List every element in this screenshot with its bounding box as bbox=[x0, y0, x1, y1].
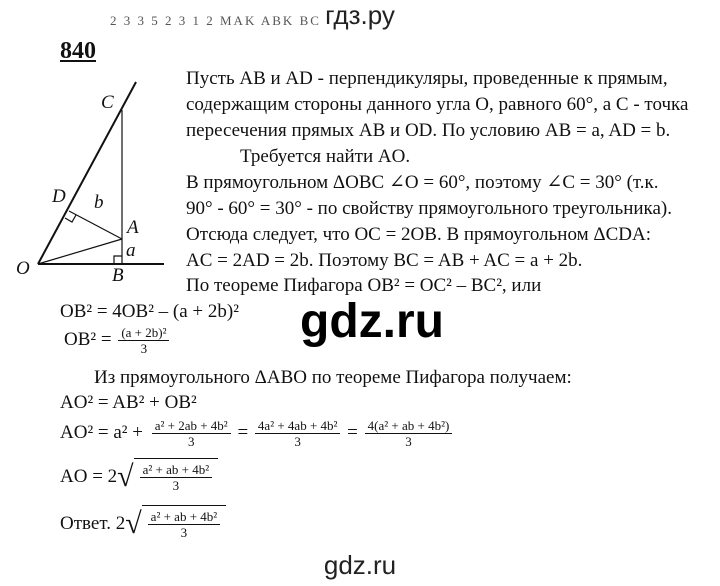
radicand bbox=[142, 505, 227, 543]
fraction-1 bbox=[152, 418, 231, 449]
fraction-3 bbox=[365, 418, 453, 449]
ray-oc bbox=[38, 82, 136, 264]
fraction-denominator: 3 bbox=[172, 478, 180, 493]
text-line-3: пересечения прямых AB и OD. По условию AB = a, AD = b. bbox=[186, 120, 671, 141]
fraction-denominator: 3 bbox=[140, 341, 148, 356]
text-line-2: содержащим стороны данного угла O, равного 60°, а C - точка bbox=[186, 94, 689, 115]
fraction-numerator: 4(a² + ab + 4b²) bbox=[365, 418, 453, 434]
fraction-numerator: (a + 2b)² bbox=[118, 325, 169, 341]
line-da bbox=[69, 211, 122, 239]
label-b-side: b bbox=[94, 192, 104, 213]
problem-number: 840 bbox=[60, 38, 96, 64]
site-header-logo[interactable]: гдз.ру bbox=[325, 0, 395, 30]
formula-lhs: AO² = a² + bbox=[60, 421, 143, 443]
watermark: gdz.ru bbox=[300, 295, 444, 348]
fraction-numerator: 4a² + 4ab + 4b² bbox=[255, 418, 341, 434]
answer-label: Ответ. 2 bbox=[60, 513, 126, 534]
formula-ob-fraction bbox=[64, 325, 171, 356]
fraction-denominator: 3 bbox=[180, 525, 188, 540]
text-line-1: Пусть AB и AD - перпендикуляры, проведенные к прямым, bbox=[186, 68, 668, 89]
text-line-9: По теореме Пифагора OB² = OC² – BC², или bbox=[186, 275, 542, 296]
fraction-numerator: a² + ab + 4b² bbox=[140, 462, 213, 478]
formula-ao-squared: AO² = AB² + OB² bbox=[60, 392, 197, 413]
site-footer-logo[interactable]: gdz.ru bbox=[323, 550, 397, 580]
text-line-6: 90° - 60° = 30° - по свойству прямоугольного треугольника). bbox=[186, 198, 672, 219]
text-line-7: Отсюда следует, что OC = 2OB. В прямоугольном ΔCDA: bbox=[186, 224, 651, 245]
formula-ao-root bbox=[60, 458, 218, 496]
fraction-numerator: a² + ab + 4b² bbox=[148, 509, 221, 525]
label-o: O bbox=[16, 258, 30, 279]
text-line-12: Из прямоугольного ΔABO по теореме Пифагора получаем: bbox=[94, 367, 572, 388]
formula-ob-squared: OB² = 4OB² – (a + 2b)² bbox=[60, 301, 239, 322]
formula-lhs: OB² = bbox=[64, 328, 112, 350]
fraction-denominator: 3 bbox=[405, 434, 412, 449]
label-d: D bbox=[52, 186, 66, 207]
fraction-numerator: a² + 2ab + 4b² bbox=[152, 418, 231, 434]
square-root bbox=[125, 505, 226, 543]
answer bbox=[60, 505, 226, 543]
fraction bbox=[148, 509, 221, 540]
text-line-4: Требуется найти AO. bbox=[240, 146, 411, 167]
fraction bbox=[118, 325, 169, 356]
label-a-point: A bbox=[127, 217, 139, 238]
equals-sign: = bbox=[237, 421, 249, 443]
fraction-2 bbox=[255, 418, 341, 449]
label-b-point: B bbox=[112, 265, 124, 286]
cut-off-text: 2 3 3 5 2 3 1 2 MAK ABK BC bbox=[110, 13, 321, 28]
right-angle-d bbox=[65, 215, 76, 222]
line-oa bbox=[38, 239, 122, 264]
text-line-5: В прямоугольном ΔOBC ∠O = 60°, поэтому ∠C = 30° (т.к. bbox=[186, 172, 659, 193]
radical-sign: √ bbox=[117, 460, 134, 493]
formula-lhs: AO = 2 bbox=[60, 466, 118, 487]
fraction-denominator: 3 bbox=[294, 434, 301, 449]
label-c: C bbox=[101, 92, 114, 113]
equals-sign: = bbox=[347, 421, 358, 443]
fraction-denominator: 3 bbox=[187, 434, 195, 449]
label-a-side: a bbox=[126, 240, 136, 261]
radicand bbox=[134, 458, 219, 496]
right-angle-b bbox=[114, 256, 122, 264]
formula-ao-expanded bbox=[60, 418, 454, 449]
square-root bbox=[117, 458, 218, 496]
fraction bbox=[140, 462, 213, 493]
text-line-8: AC = 2AD = 2b. Поэтому BC = AB + AC = a + 2b. bbox=[186, 250, 583, 271]
radical-sign: √ bbox=[125, 507, 142, 540]
